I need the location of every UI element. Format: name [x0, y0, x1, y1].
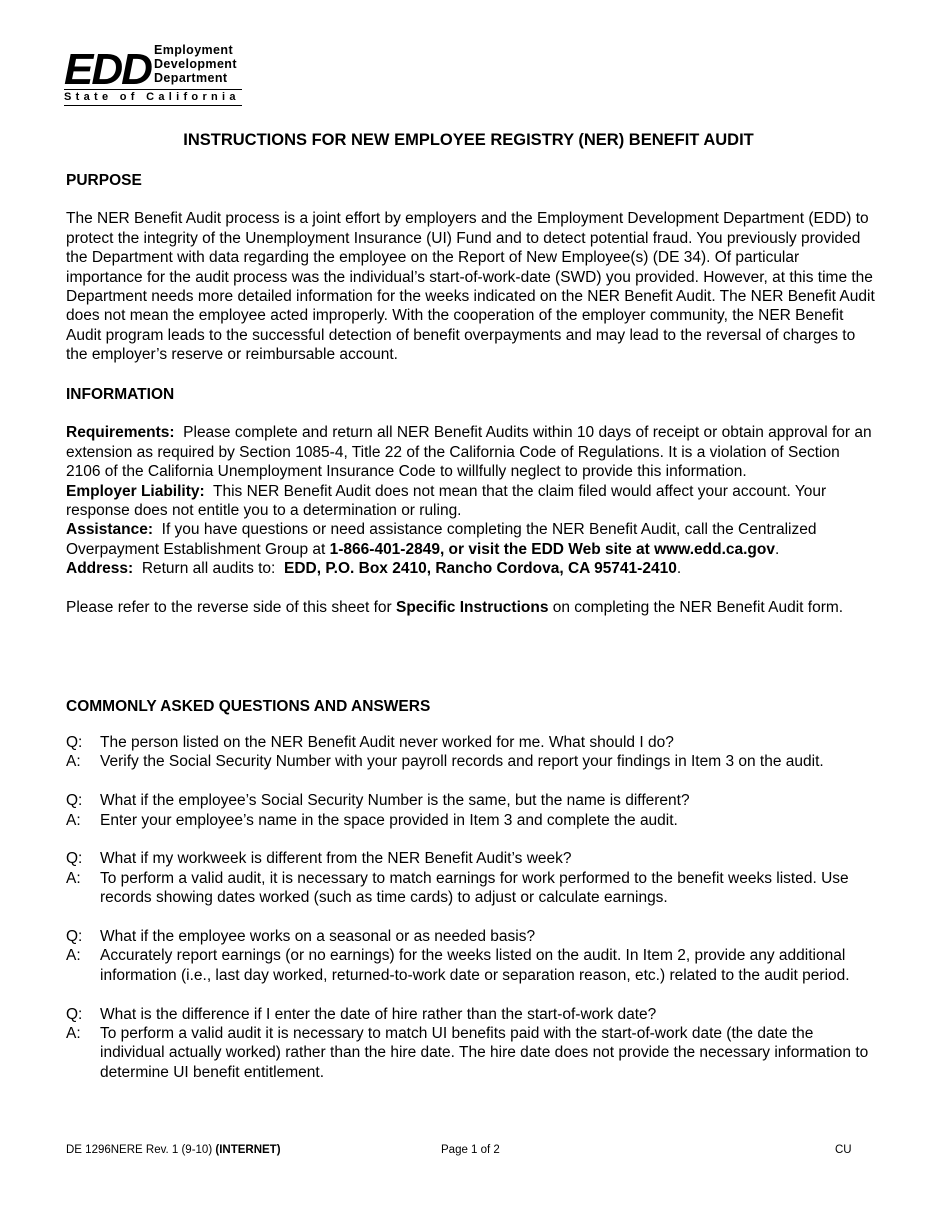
edd-logo: [64, 40, 242, 108]
information-heading: INFORMATION: [66, 386, 175, 403]
question-text: What is the difference if I enter the date of hire rather than the start-of-work date?: [100, 1005, 657, 1023]
footer-page-number: Page 1 of 2: [441, 1144, 500, 1156]
assistance-text: If you have questions or need assistance completing the NER Benefit Audit, call the Centralized Overpayment Establishment Group at: [66, 521, 817, 558]
question-tag: Q:: [66, 1005, 83, 1023]
faq-item: [66, 791, 878, 830]
faq-list: [66, 733, 878, 1102]
assistance-paragraph: [66, 520, 878, 559]
logo-line-2: Development: [154, 57, 237, 71]
answer-text: To perform a valid audit, it is necessary to match earnings for work performed to the benefit weeks listed. Use records showing dates worked (such as time cards) to adjust or calculate earnings.: [100, 869, 849, 907]
faq-heading-block: [66, 697, 878, 716]
faq-item: [66, 733, 878, 772]
purpose-heading: PURPOSE: [66, 172, 142, 189]
logo-state: State of California: [64, 91, 240, 103]
footer-code: CU: [835, 1144, 852, 1156]
refer-bold: Specific Instructions: [395, 599, 549, 617]
answer-text: Verify the Social Security Number with your payroll records and report your findings in Item 3 on the audit.: [100, 753, 824, 771]
faq-heading: COMMONLY ASKED QUESTIONS AND ANSWERS: [66, 698, 431, 715]
faq-item: [66, 1005, 878, 1083]
answer-text: Accurately report earnings (or no earnings) for the weeks listed on the audit. In Item 2, provide any additional information (i.e., last day worked, returned-to-work date or separation reason, etc.) related to the audit period.: [100, 947, 850, 984]
address-text: Return all audits to:: [141, 560, 276, 578]
address-value: EDD, P.O. Box 2410, Rancho Cordova, CA 95741-2410: [283, 560, 677, 578]
address-end: .: [676, 560, 682, 578]
requirements-label: Requirements:: [66, 424, 175, 442]
liability-paragraph: [66, 482, 878, 521]
question-tag: Q:: [66, 792, 83, 810]
question-tag: Q:: [66, 850, 83, 868]
answer-tag: A:: [66, 1025, 81, 1043]
purpose-section: [66, 171, 878, 365]
assistance-contact: 1-866-401-2849, or visit the EDD Web site at www.edd.ca.gov: [329, 540, 775, 558]
liability-text: This NER Benefit Audit does not mean that the claim filed would affect your account. Your response does not entitle you to a determination or ruling.: [66, 482, 827, 520]
logo-bottom-rule: [64, 105, 242, 106]
refer-pre: Please refer to the reverse side of this sheet for: [66, 599, 392, 617]
answer-tag: A:: [66, 947, 81, 965]
faq-item: [66, 927, 878, 985]
information-section: [66, 385, 878, 617]
address-label: Address:: [66, 560, 134, 578]
answer-tag: A:: [66, 811, 81, 829]
logo-line-1: Employment: [154, 43, 234, 57]
logo-abbr: EDD: [64, 45, 151, 94]
logo-top-rule: [64, 89, 242, 90]
requirements-text: Please complete and return all NER Benefit Audits within 10 days of receipt or obtain approval for an extension as required by Section 1085-4, Title 22 of the California Code of Regulations. It is a violation of Section 2106 of the California Unemployment Insurance Code to willfully neglect to provide this information.: [66, 424, 872, 481]
answer-tag: A:: [66, 869, 81, 887]
requirements-paragraph: [66, 423, 878, 481]
assistance-end: .: [775, 540, 780, 558]
footer-internet: (INTERNET): [215, 1144, 281, 1156]
logo-department-name: [154, 43, 237, 85]
faq-item: [66, 849, 878, 907]
logo-line-3: Department: [154, 71, 228, 85]
refer-paragraph: [66, 598, 878, 617]
answer-tag: A:: [66, 753, 81, 771]
footer-form-number: [66, 1144, 281, 1156]
question-text: The person listed on the NER Benefit Audit never worked for me. What should I do?: [100, 734, 674, 751]
question-text: What if the employee works on a seasonal or as needed basis?: [100, 928, 536, 946]
address-paragraph: [66, 559, 878, 578]
refer-post: on completing the NER Benefit Audit form.: [552, 599, 844, 617]
question-text: What if the employee’s Social Security Number is the same, but the name is different?: [100, 792, 690, 810]
answer-text: To perform a valid audit it is necessary to match UI benefits paid with the start-of-work date (the date the individual actually worked) rather than the hire date. The hire date does not provide the necessary information to determine UI benefit entitlement.: [100, 1025, 869, 1081]
purpose-text: The NER Benefit Audit process is a joint effort by employers and the Employment Development Department (EDD) to protect the integrity of the Unemployment Insurance (UI) Fund and to detect potential fraud. You previously provided the Department with data regarding the employee on the Report of New Employee(s) (DE 34). Of particular importance for the audit process was the individual’s start-of-work-date (SWD) you provided. However, at this time the Department needs more detailed information for the weeks indicated on the NER Benefit Audit. The NER Benefit Audit does not mean the employee acted improperly. With the cooperation of the employer community, the NER Benefit Audit program leads to the successful detection of benefit overpayments and may lead to the reversal of charges to the employer’s reserve or reimbursable account.: [66, 210, 875, 364]
question-tag: Q:: [66, 928, 83, 946]
footer-form: DE 1296NERE Rev. 1 (9-10): [66, 1144, 213, 1156]
question-text: What if my workweek is different from the NER Benefit Audit’s week?: [100, 850, 572, 868]
page-title: INSTRUCTIONS FOR NEW EMPLOYEE REGISTRY (NER) BENEFIT AUDIT: [183, 131, 754, 149]
liability-label: Employer Liability:: [66, 482, 205, 500]
assistance-label: Assistance:: [66, 521, 154, 539]
question-tag: Q:: [66, 734, 83, 751]
answer-text: Enter your employee’s name in the space provided in Item 3 and complete the audit.: [100, 811, 678, 829]
